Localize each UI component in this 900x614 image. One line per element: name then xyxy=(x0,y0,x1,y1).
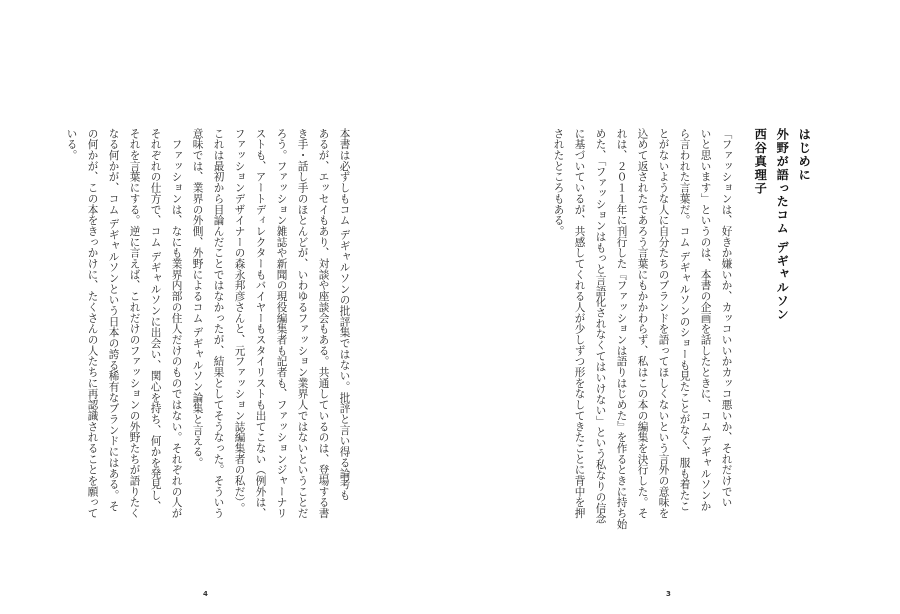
right-page xyxy=(450,0,900,614)
page-number: 3 xyxy=(666,590,671,598)
essay-title: 外野が語ったコム デギャルソン xyxy=(775,128,790,322)
body-line: 込めて返されたであろう言葉にもかかわらず、私はこの本の編集を決行した。そ xyxy=(636,128,649,519)
header-label: はじめに xyxy=(797,128,812,182)
page-number: 4 xyxy=(203,590,208,598)
body-line: されたところもある。 xyxy=(552,128,565,237)
body-line: とがないような人に自分たちのブランドを語ってほしくないという言外の意味を xyxy=(657,128,670,519)
body-line: それを言葉にする。逆に言えば、これだけのファッションの外野たちが語りたく xyxy=(128,128,141,519)
body-line: き手・話し手のほとんどが、いわゆるファッション業界人ではないということだ xyxy=(296,128,309,519)
author-name: 西谷真理子 xyxy=(753,128,768,195)
body-line: あるが、エッセイもあり、対談や座談会もある。共通しているのは、登場する書 xyxy=(317,128,330,519)
body-line: なる何かが、コム デギャルソンという日本の誇る稀有なブランドにはある。そ xyxy=(107,128,120,512)
body-line: 意味では、業界の外側、外野によるコム デギャルソン論集と言える。 xyxy=(191,128,204,468)
body-line: ストも、アートディレクターもバイヤーもスタイリストも出てこない（例外は、 xyxy=(254,128,267,519)
body-line: れは、２０１１年に刊行した『ファッションは語りはじめた』を作るときに持ち始 xyxy=(615,128,628,530)
body-line: いと思います」というのは、本書の企画を話したときに、コム デギャルソンか xyxy=(699,128,712,512)
body-line: に基づいているが、共感してくれる人が少しずつ形をなしてきたことに背中を押 xyxy=(573,128,586,519)
body-line: めた、「ファッションはもっと言語化されなくてはいけない」という私なりの信念 xyxy=(594,128,607,525)
body-line: 「ファッションは、好きか嫌いか、カッコいいかカッコ悪いか、それだけでい xyxy=(720,128,733,508)
body-line: それぞれの仕方で、コム デギャルソンに出会い、関心を持ち、何かを発見し、 xyxy=(149,128,162,512)
body-line: いる。 xyxy=(65,128,78,161)
body-line: これは最初から目論んだことではなかったが、結果としてそうなった。そういう xyxy=(212,128,225,519)
body-line: ろう。ファッション雑誌や新聞の現役編集者も記者も、ファッションジャーナリ xyxy=(275,128,288,519)
body-line: の何かが、この本をきっかけに、たくさんの人たちに再認識されることを願って xyxy=(86,128,99,519)
body-line: ファッションは、なにも業界内部の住人だけのものではない。それぞれの人が xyxy=(170,128,183,519)
body-line: 本書は必ずしもコム デギャルソンの批評集ではない。批評と言い得る論考も xyxy=(338,128,351,501)
body-line: ら言われた言葉だ。コム デギャルソンのショーも見たことがなく、服も着たこ xyxy=(678,128,691,512)
body-line: ファッションデザイナーの森永邦彦さんと、元ファッション誌編集者の私だ）。 xyxy=(233,128,246,514)
